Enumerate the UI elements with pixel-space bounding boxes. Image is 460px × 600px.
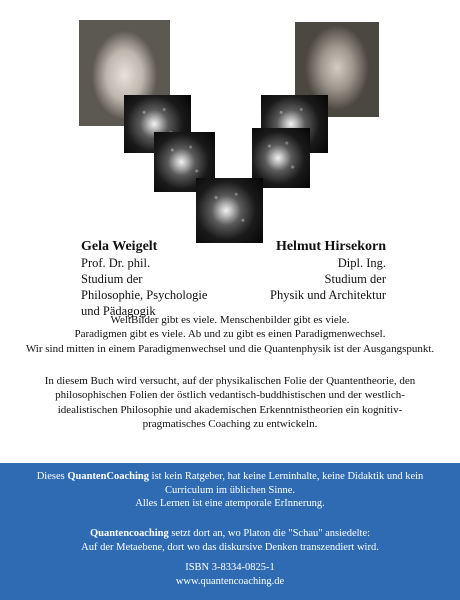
blue-line: Alles Lernen ist eine atemporale ErInnerung. — [135, 498, 325, 510]
blue-text: setzt dort an, wo Platon die "Schau" ansiedelte: — [168, 528, 371, 539]
author-left-name: Gela Weigelt — [81, 239, 158, 254]
brand-name: QuantenCoaching — [67, 471, 150, 482]
blue-line — [10, 470, 450, 484]
paragraph-line: Wir sind mitten in einem Paradigmenwechsel und die Quantenphysik ist der Ausgangspunkt. — [25, 342, 435, 355]
author-left-line: Philosophie, Psychologie — [81, 288, 208, 302]
paragraph-line: idealistischen Philosophie und akademischen Erkenntnistheorien ein kognitiv- — [57, 403, 403, 416]
paragraph-line: In diesem Buch wird versucht, auf der physikalischen Folie der Quantentheorie, den — [44, 375, 416, 387]
intro-paragraph — [20, 313, 440, 356]
blue-line — [10, 527, 450, 541]
author-right-line: Physik und Architektur — [270, 288, 386, 302]
description-paragraph — [20, 374, 440, 432]
blue-panel — [0, 463, 460, 600]
blue-line: Auf der Metaebene, dort wo das diskursive Denken transzendiert wird. — [81, 541, 379, 553]
paragraph-line: Paradigmen gibt es viele. Ab und zu gibt es einen Paradigmenwechsel. — [74, 328, 386, 341]
paragraph-line: philosophischen Folien der östlich vedantisch-buddhistischen und der westlich- — [55, 389, 405, 402]
author-left-line: Studium der — [81, 272, 143, 286]
nebula-photo-5 — [196, 178, 263, 243]
author-right — [270, 238, 386, 303]
paragraph-line: WeltBilder gibt es viele. Menschenbilder gibt es viele. — [110, 314, 350, 326]
author-right-line: Studium der — [324, 272, 386, 286]
author-right-line: Dipl. Ing. — [337, 256, 386, 270]
author-right-name: Helmut Hirsekorn — [275, 239, 386, 254]
brand-name: Quantencoaching — [89, 528, 169, 539]
blue-paragraph-1 — [10, 470, 450, 511]
isbn: ISBN 3-8334-0825-1 — [185, 562, 275, 573]
publication-info — [10, 561, 450, 588]
author-left-line: und Pädagogik — [81, 304, 156, 318]
blue-paragraph-2 — [10, 527, 450, 554]
website-link[interactable]: www.quantencoaching.de — [175, 575, 285, 587]
blue-text: Dieses — [36, 471, 68, 482]
paragraph-line: pragmatisches Coaching zu entwickeln. — [142, 418, 318, 431]
blue-text: ist kein Ratgeber, hat keine Lerninhalte, keine Didaktik und kein — [149, 471, 424, 482]
author-left — [81, 238, 207, 319]
author-left-line: Prof. Dr. phil. — [81, 256, 151, 270]
blue-line: Curriculum im üblichen Sinne. — [164, 484, 296, 496]
